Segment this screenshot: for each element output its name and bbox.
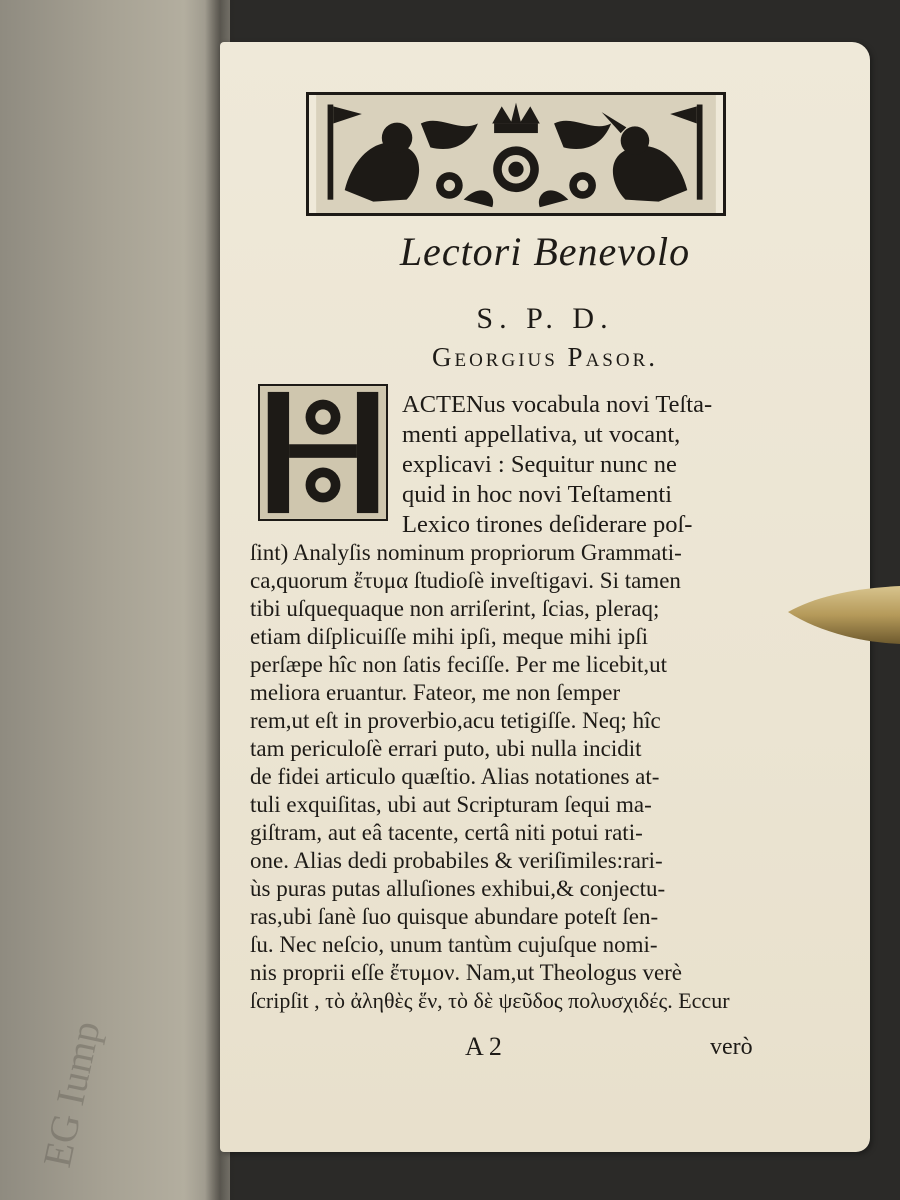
text-line: perſæpe hîc non ſatis feciſſe. Per me licebit,ut: [250, 652, 668, 677]
pen-pointer-icon: [786, 582, 900, 648]
text-line: ACTENus vocabula novi Teſta-: [402, 391, 713, 418]
text-line: ca,quorum ἔτυμα ſtudioſè inveſtigavi. Si tamen: [250, 568, 681, 593]
woodcut-headpiece: [306, 92, 726, 216]
left-page-ghost-text: EG Iump: [34, 1017, 109, 1171]
left-facing-page: [0, 0, 230, 1200]
book-page: [220, 42, 870, 1152]
text-line: menti appellativa, ut vocant,: [402, 421, 681, 448]
text-line: ſint) Analyſis nominum propriorum Grammati-: [250, 540, 682, 565]
text-line: tam periculoſè errari puto, ubi nulla incidit: [250, 736, 642, 761]
signature-mark: A 2: [465, 1032, 502, 1061]
woodcut-ornament-icon: [309, 95, 723, 213]
text-line: ſu. Nec neſcio, unum tantùm cujuſque nomi-: [250, 932, 658, 957]
text-line: meliora eruantur. Fateor, me non ſemper: [250, 680, 621, 705]
text-line: ùs puras putas alluſiones exhibui,& conjectu-: [250, 876, 666, 901]
text-line: ras,ubi ſanè ſuo quisque abundare poteſt ſen-: [250, 904, 659, 929]
page-heading: Lectori Benevolo: [399, 229, 691, 274]
author-name: Georgius Pasor.: [431, 342, 659, 372]
text-line: rem,ut eſt in proverbio,acu tetigiſſe. Neq; hîc: [250, 708, 661, 733]
catchword: verò: [710, 1034, 753, 1060]
text-line: Lexico tirones deſiderare poſ-: [402, 511, 693, 538]
drop-cap: [258, 384, 388, 521]
text-line: etiam diſplicuiſſe mihi ipſi, meque mihi ipſi: [250, 624, 648, 649]
text-line: de fidei articulo quæſtio. Alias notationes at-: [250, 764, 660, 789]
text-line: giſtram, aut eâ tacente, certâ niti potui rati-: [250, 820, 643, 845]
text-line: tibi uſquequaque non arriſerint, ſcias, pleraq;: [250, 596, 660, 621]
text-line: nis proprii eſſe ἔτυμον. Nam,ut Theologus verè: [250, 960, 683, 985]
pointer-tip: [786, 582, 900, 648]
text-line: one. Alias dedi probabiles & veriſimiles:rari-: [250, 848, 663, 873]
salutation: S. P. D.: [476, 302, 614, 335]
text-line: explicavi : Sequitur nunc ne: [402, 451, 677, 478]
text-line: tuli exquiſitas, ubi aut Scripturam ſequi ma-: [250, 792, 652, 817]
text-line: ſcripſit , τὸ ἀληθὲς ἕν, τὸ δὲ ψεῦδος πολυσχιδές. Eccur: [250, 988, 730, 1013]
text-line: quid in hoc novi Teſtamenti: [402, 481, 673, 508]
